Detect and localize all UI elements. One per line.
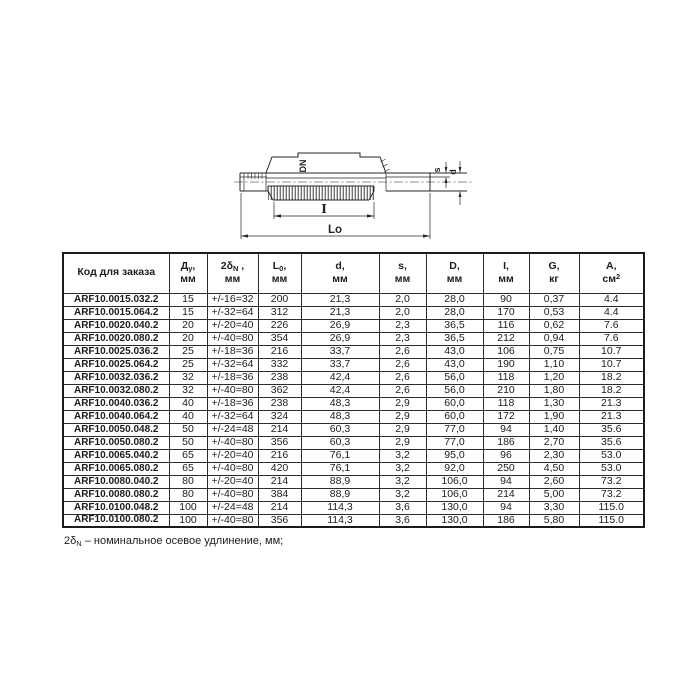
column-header-9: A, $см^2$ <box>579 253 644 293</box>
value-cell: 2,60 <box>529 475 579 488</box>
value-cell: +/-24=48 <box>207 423 258 436</box>
value-cell: +/-40=80 <box>207 488 258 501</box>
value-cell: 92,0 <box>426 462 483 475</box>
dn-label: DN <box>298 159 308 173</box>
value-cell: 60,3 <box>301 423 379 436</box>
column-header-2: $2\delta_N$ , мм <box>207 253 258 293</box>
value-cell: 43,0 <box>426 345 483 358</box>
value-cell: 216 <box>258 449 301 462</box>
pipe-diameter-label: d <box>448 169 458 175</box>
value-cell: 214 <box>258 475 301 488</box>
value-cell: 3,2 <box>379 449 426 462</box>
table-row <box>63 501 644 514</box>
overall-length-label: Lo <box>327 224 343 236</box>
value-cell: +/-24=48 <box>207 501 258 514</box>
value-cell: 2,0 <box>379 306 426 319</box>
value-cell: 60,0 <box>426 397 483 410</box>
bellows-length-label: I <box>321 202 327 216</box>
value-cell: 36,5 <box>426 319 483 332</box>
order-code-cell: ARF10.0015.064.2 <box>63 306 169 319</box>
value-cell: 18.2 <box>579 384 644 397</box>
value-cell: 4,50 <box>529 462 579 475</box>
value-cell: 53.0 <box>579 449 644 462</box>
value-cell: 250 <box>483 462 529 475</box>
order-code-cell: ARF10.0040.036.2 <box>63 397 169 410</box>
value-cell: 2,6 <box>379 358 426 371</box>
order-code-cell: ARF10.0080.040.2 <box>63 475 169 488</box>
order-code-cell: ARF10.0020.040.2 <box>63 319 169 332</box>
value-cell: 3,2 <box>379 462 426 475</box>
value-cell: 96 <box>483 449 529 462</box>
value-cell: 20 <box>169 332 207 345</box>
table-row <box>63 462 644 475</box>
table-row <box>63 345 644 358</box>
value-cell: +/-18=36 <box>207 397 258 410</box>
bellows-corrugations <box>268 186 374 200</box>
value-cell: 18.2 <box>579 371 644 384</box>
value-cell: 2,3 <box>379 319 426 332</box>
value-cell: 200 <box>258 293 301 306</box>
value-cell: 2,9 <box>379 410 426 423</box>
value-cell: 48,3 <box>301 410 379 423</box>
value-cell: 106 <box>483 345 529 358</box>
value-cell: 1,40 <box>529 423 579 436</box>
value-cell: 170 <box>483 306 529 319</box>
value-cell: +/-40=80 <box>207 332 258 345</box>
value-cell: 214 <box>258 423 301 436</box>
dimension-s-d <box>445 161 462 205</box>
value-cell: 56,0 <box>426 371 483 384</box>
value-cell: 77,0 <box>426 436 483 449</box>
value-cell: +/-40=80 <box>207 462 258 475</box>
table-row <box>63 384 644 397</box>
order-code-cell: ARF10.0100.048.2 <box>63 501 169 514</box>
value-cell: 26,9 <box>301 332 379 345</box>
wall-thickness-label: s <box>432 167 442 173</box>
value-cell: 106,0 <box>426 475 483 488</box>
value-cell: 2,9 <box>379 423 426 436</box>
value-cell: 32 <box>169 371 207 384</box>
value-cell: 25 <box>169 345 207 358</box>
value-cell: 36,5 <box>426 332 483 345</box>
value-cell: 20 <box>169 319 207 332</box>
order-code-cell: ARF10.0050.048.2 <box>63 423 169 436</box>
value-cell: +/-32=64 <box>207 358 258 371</box>
value-cell: 190 <box>483 358 529 371</box>
value-cell: 324 <box>258 410 301 423</box>
table-row <box>63 319 644 332</box>
table-row <box>63 397 644 410</box>
value-cell: +/-20=40 <box>207 475 258 488</box>
outer-casing <box>266 153 390 178</box>
value-cell: +/-18=36 <box>207 371 258 384</box>
value-cell: 1,30 <box>529 397 579 410</box>
value-cell: 25 <box>169 358 207 371</box>
value-cell: +/-18=36 <box>207 345 258 358</box>
order-code-cell: ARF10.0032.080.2 <box>63 384 169 397</box>
column-header-7: I, мм <box>483 253 529 293</box>
value-cell: 94 <box>483 475 529 488</box>
order-code-cell: ARF10.0032.036.2 <box>63 371 169 384</box>
value-cell: 106,0 <box>426 488 483 501</box>
value-cell: 90 <box>483 293 529 306</box>
value-cell: 238 <box>258 371 301 384</box>
value-cell: 2,6 <box>379 371 426 384</box>
value-cell: 420 <box>258 462 301 475</box>
order-code-cell: ARF10.0025.036.2 <box>63 345 169 358</box>
value-cell: 56,0 <box>426 384 483 397</box>
value-cell: 356 <box>258 436 301 449</box>
value-cell: 0,62 <box>529 319 579 332</box>
order-code-cell: ARF10.0065.040.2 <box>63 449 169 462</box>
order-code-cell: ARF10.0050.080.2 <box>63 436 169 449</box>
value-cell: 40 <box>169 397 207 410</box>
value-cell: 33,7 <box>301 345 379 358</box>
value-cell: 32 <box>169 384 207 397</box>
table-row <box>63 358 644 371</box>
value-cell: 7.6 <box>579 332 644 345</box>
value-cell: 115.0 <box>579 514 644 527</box>
value-cell: 118 <box>483 397 529 410</box>
table-row <box>63 436 644 449</box>
value-cell: 40 <box>169 410 207 423</box>
value-cell: 10.7 <box>579 345 644 358</box>
value-cell: 42,4 <box>301 384 379 397</box>
value-cell: 7.6 <box>579 319 644 332</box>
table-body <box>63 293 644 527</box>
value-cell: 118 <box>483 371 529 384</box>
value-cell: +/-20=40 <box>207 449 258 462</box>
value-cell: 21,3 <box>301 293 379 306</box>
table-row <box>63 306 644 319</box>
value-cell: 115.0 <box>579 501 644 514</box>
value-cell: 116 <box>483 319 529 332</box>
value-cell: 0,37 <box>529 293 579 306</box>
value-cell: 356 <box>258 514 301 527</box>
value-cell: +/-40=80 <box>207 514 258 527</box>
value-cell: 212 <box>483 332 529 345</box>
value-cell: 100 <box>169 514 207 527</box>
footnote: $2\delta_N$ – номинальное осевое удлинение, мм; <box>64 535 284 548</box>
table-row <box>63 449 644 462</box>
table-row <box>63 423 644 436</box>
value-cell: 21.3 <box>579 397 644 410</box>
column-header-1: $Д_у$, мм <box>169 253 207 293</box>
spec-table <box>62 252 645 528</box>
value-cell: 5,00 <box>529 488 579 501</box>
value-cell: 76,1 <box>301 462 379 475</box>
value-cell: 0,53 <box>529 306 579 319</box>
value-cell: 0,94 <box>529 332 579 345</box>
value-cell: 35.6 <box>579 436 644 449</box>
value-cell: 362 <box>258 384 301 397</box>
column-header-3: $L_0$, мм <box>258 253 301 293</box>
value-cell: 214 <box>258 501 301 514</box>
header-row <box>63 253 644 293</box>
value-cell: 2,6 <box>379 384 426 397</box>
value-cell: 3,2 <box>379 488 426 501</box>
value-cell: 28,0 <box>426 306 483 319</box>
value-cell: 21,3 <box>301 306 379 319</box>
value-cell: 35.6 <box>579 423 644 436</box>
value-cell: 80 <box>169 475 207 488</box>
table-row <box>63 514 644 527</box>
value-cell: 3,2 <box>379 475 426 488</box>
value-cell: 100 <box>169 501 207 514</box>
table-row <box>63 332 644 345</box>
value-cell: 94 <box>483 423 529 436</box>
value-cell: +/-32=64 <box>207 410 258 423</box>
table-row <box>63 293 644 306</box>
value-cell: 3,6 <box>379 514 426 527</box>
order-code-cell: ARF10.0015.032.2 <box>63 293 169 306</box>
value-cell: 42,4 <box>301 371 379 384</box>
value-cell: 2,30 <box>529 449 579 462</box>
value-cell: 210 <box>483 384 529 397</box>
value-cell: 5,80 <box>529 514 579 527</box>
value-cell: 26,9 <box>301 319 379 332</box>
column-header-4: d, мм <box>301 253 379 293</box>
value-cell: 4.4 <box>579 306 644 319</box>
value-cell: 0,75 <box>529 345 579 358</box>
value-cell: 2,9 <box>379 436 426 449</box>
spec-table-container <box>62 252 645 528</box>
value-cell: 33,7 <box>301 358 379 371</box>
value-cell: 312 <box>258 306 301 319</box>
value-cell: 15 <box>169 306 207 319</box>
value-cell: 186 <box>483 514 529 527</box>
value-cell: +/-16=32 <box>207 293 258 306</box>
order-code-cell: ARF10.0040.064.2 <box>63 410 169 423</box>
table-row <box>63 475 644 488</box>
column-header-6: D, мм <box>426 253 483 293</box>
value-cell: 172 <box>483 410 529 423</box>
value-cell: 53.0 <box>579 462 644 475</box>
value-cell: 50 <box>169 436 207 449</box>
column-header-5: s, мм <box>379 253 426 293</box>
compensator-drawing <box>234 148 478 250</box>
value-cell: 10.7 <box>579 358 644 371</box>
value-cell: 28,0 <box>426 293 483 306</box>
value-cell: 2,9 <box>379 397 426 410</box>
order-code-cell: ARF10.0065.080.2 <box>63 462 169 475</box>
value-cell: 216 <box>258 345 301 358</box>
compensator-body <box>234 153 472 239</box>
value-cell: 1,80 <box>529 384 579 397</box>
value-cell: +/-20=40 <box>207 319 258 332</box>
value-cell: +/-40=80 <box>207 436 258 449</box>
value-cell: 130,0 <box>426 514 483 527</box>
value-cell: 3,6 <box>379 501 426 514</box>
value-cell: 73.2 <box>579 488 644 501</box>
value-cell: 3,30 <box>529 501 579 514</box>
value-cell: 94 <box>483 501 529 514</box>
table-row <box>63 371 644 384</box>
value-cell: 80 <box>169 488 207 501</box>
value-cell: 65 <box>169 462 207 475</box>
value-cell: 88,9 <box>301 488 379 501</box>
value-cell: 332 <box>258 358 301 371</box>
value-cell: 2,70 <box>529 436 579 449</box>
order-code-cell: ARF10.0025.064.2 <box>63 358 169 371</box>
column-header-0: Код для заказа <box>63 253 169 293</box>
value-cell: 226 <box>258 319 301 332</box>
value-cell: 2,0 <box>379 293 426 306</box>
value-cell: 76,1 <box>301 449 379 462</box>
value-cell: 130,0 <box>426 501 483 514</box>
value-cell: 88,9 <box>301 475 379 488</box>
value-cell: 384 <box>258 488 301 501</box>
value-cell: 214 <box>483 488 529 501</box>
value-cell: 60,0 <box>426 410 483 423</box>
value-cell: 4.4 <box>579 293 644 306</box>
value-cell: 2,6 <box>379 345 426 358</box>
value-cell: 50 <box>169 423 207 436</box>
value-cell: 21.3 <box>579 410 644 423</box>
value-cell: 65 <box>169 449 207 462</box>
value-cell: 2,3 <box>379 332 426 345</box>
order-code-cell: ARF10.0020.080.2 <box>63 332 169 345</box>
value-cell: 238 <box>258 397 301 410</box>
value-cell: 114,3 <box>301 501 379 514</box>
value-cell: 77,0 <box>426 423 483 436</box>
value-cell: 114,3 <box>301 514 379 527</box>
value-cell: 95,0 <box>426 449 483 462</box>
value-cell: 186 <box>483 436 529 449</box>
value-cell: 48,3 <box>301 397 379 410</box>
order-code-cell: ARF10.0080.080.2 <box>63 488 169 501</box>
value-cell: +/-40=80 <box>207 384 258 397</box>
value-cell: 1,90 <box>529 410 579 423</box>
value-cell: +/-32=64 <box>207 306 258 319</box>
value-cell: 354 <box>258 332 301 345</box>
table-row <box>63 410 644 423</box>
value-cell: 73.2 <box>579 475 644 488</box>
value-cell: 1,10 <box>529 358 579 371</box>
value-cell: 43,0 <box>426 358 483 371</box>
table-row <box>63 488 644 501</box>
value-cell: 15 <box>169 293 207 306</box>
value-cell: 60,3 <box>301 436 379 449</box>
value-cell: 1,20 <box>529 371 579 384</box>
order-code-cell: ARF10.0100.080.2 <box>63 514 169 527</box>
column-header-8: G, кг <box>529 253 579 293</box>
